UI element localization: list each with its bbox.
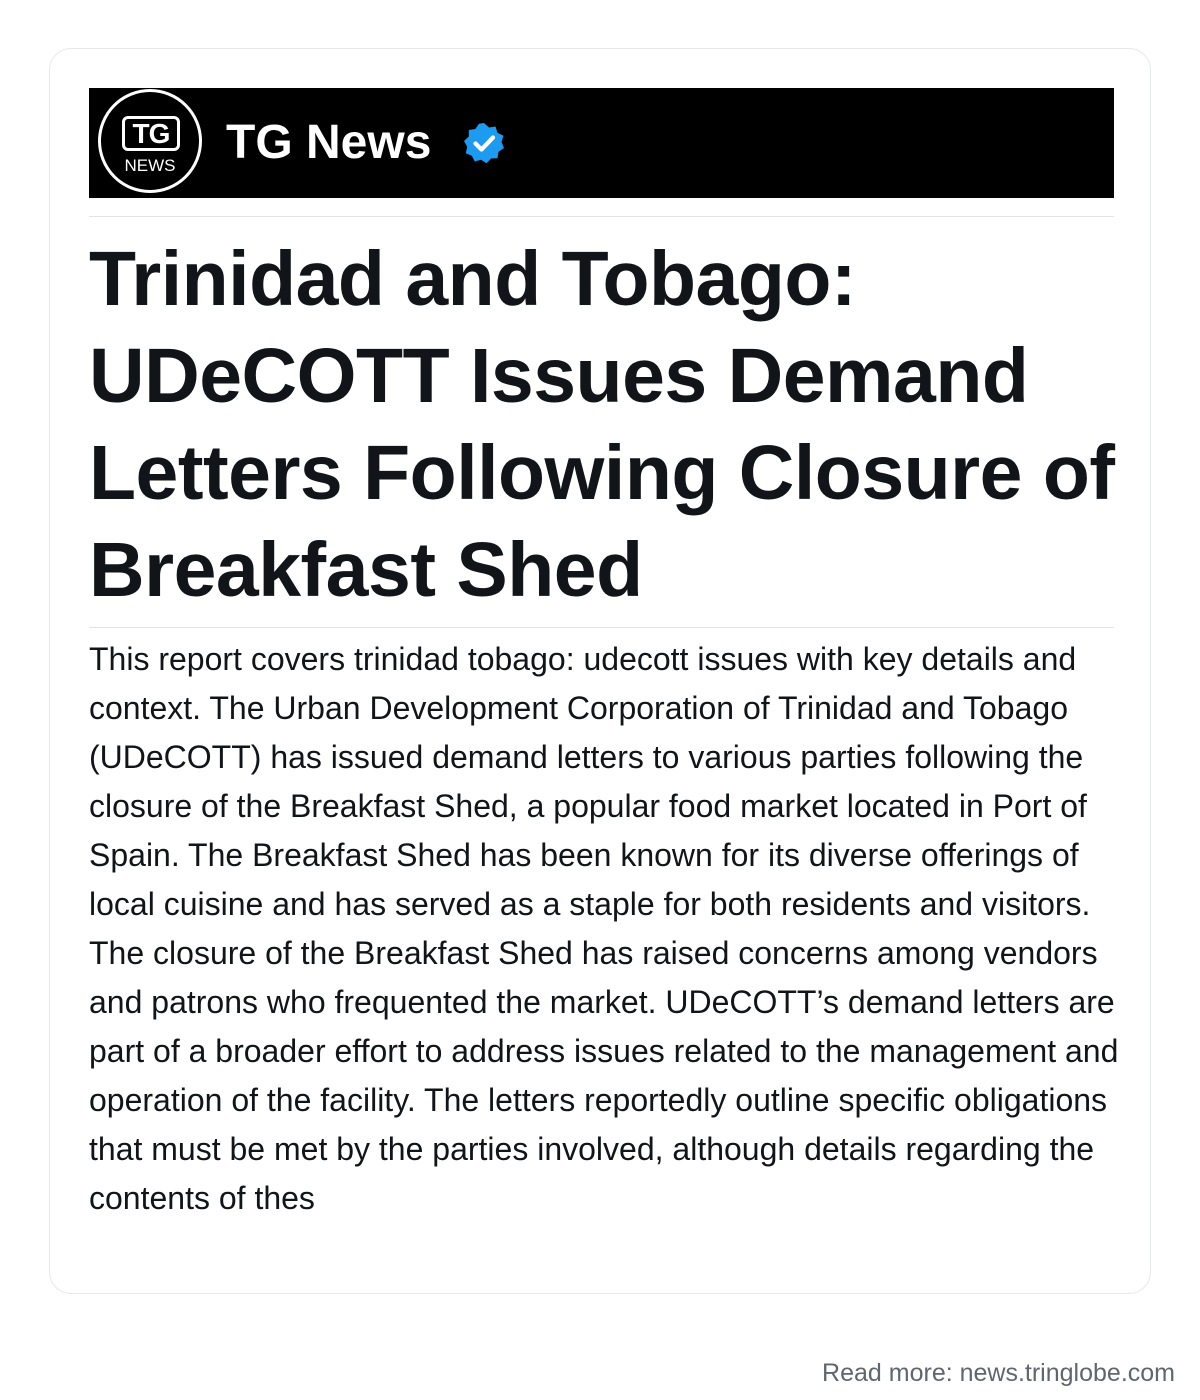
news-card bbox=[49, 48, 1151, 1294]
source-header bbox=[89, 88, 1114, 198]
verified-badge-icon bbox=[462, 121, 506, 165]
article-body: This report covers trinidad tobago: udecott issues with key details and context. The Urban Development Corporation of Trinidad and Tobago (UDeCOTT) has issued demand letters to various parties following the closure of the Breakfast Shed, a popular food market located in Port of Spain. The Breakfast Shed has been known for its diverse offerings of local cuisine and has served as a staple for both residents and visitors. The closure of the Breakfast Shed has raised concerns among vendors and patrons who frequented the market. UDeCOTT’s demand letters are part of a broader effort to address issues related to the management and operation of the facility. The letters reportedly outline specific obligations that must be met by the parties involved, although details regarding the contents of thes bbox=[89, 641, 1119, 1216]
logo-subtext: NEWS bbox=[124, 156, 176, 175]
read-more-link[interactable]: Read more: news.tringlobe.com bbox=[822, 1359, 1175, 1387]
headline-divider bbox=[89, 627, 1114, 628]
article-headline: Trinidad and Tobago: UDeCOTT Issues Demand Letters Following Closure of Breakfast Shed bbox=[89, 236, 1115, 613]
source-logo[interactable] bbox=[98, 89, 202, 193]
header-divider bbox=[89, 216, 1114, 217]
source-name[interactable]: TG News bbox=[226, 116, 432, 169]
logo-mark: TG bbox=[122, 116, 180, 151]
